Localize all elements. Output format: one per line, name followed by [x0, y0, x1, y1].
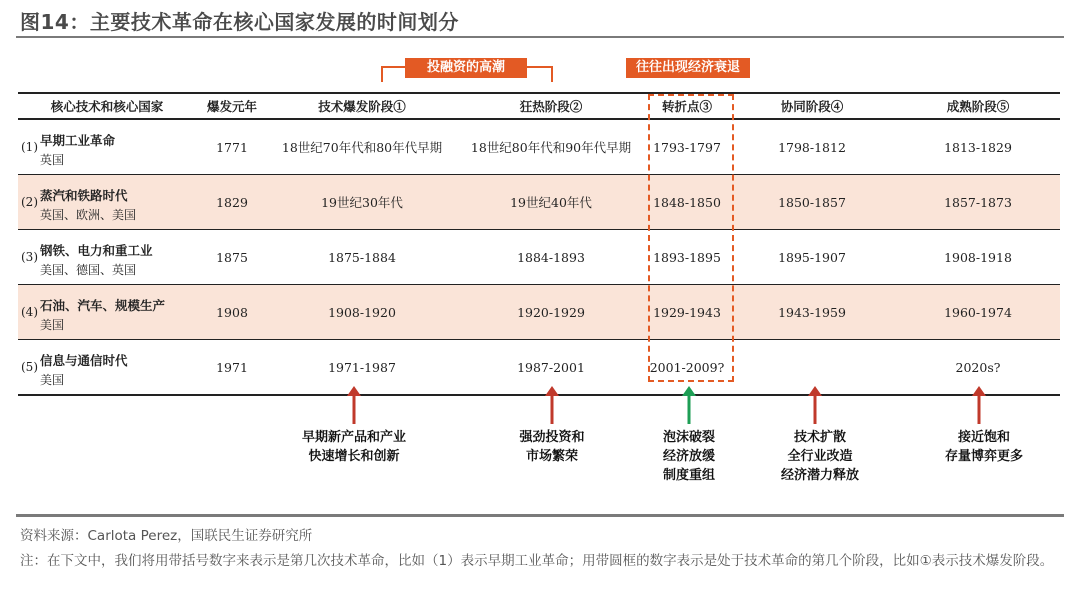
era-cell	[18, 340, 196, 396]
arrow-up-icon	[681, 386, 697, 424]
era-name: 信息与通信时代	[40, 353, 128, 368]
cell-year: 1771	[196, 119, 268, 175]
arrow-up-icon	[544, 386, 560, 424]
cell-maturity: 1908-1918	[896, 230, 1060, 285]
bubble-bracket-right	[551, 66, 553, 82]
cell-maturity: 1857-1873	[896, 175, 1060, 230]
cell-synergy: 1850-1857	[728, 175, 896, 230]
table-row	[18, 340, 1060, 396]
cell-synergy: 1798-1812	[728, 119, 896, 175]
cell-frenzy: 1920-1929	[456, 285, 646, 340]
era-countries: 美国	[40, 373, 65, 387]
era-countries: 美国	[40, 318, 65, 332]
cell-turning-point: 1793-1797	[646, 119, 728, 175]
cell-maturity: 1813-1829	[896, 119, 1060, 175]
header-era: 核心技术和核心国家	[18, 93, 196, 119]
cell-eruption: 18世纪70年代和80年代早期	[268, 119, 456, 175]
cell-synergy: 1895-1907	[728, 230, 896, 285]
era-name: 蒸汽和铁路时代	[40, 188, 128, 203]
arrow-up-icon	[807, 386, 823, 424]
cell-eruption: 19世纪30年代	[268, 175, 456, 230]
era-number: (2)	[21, 195, 38, 209]
table-header-row	[18, 93, 1060, 119]
header-turning-point: 转折点③	[646, 93, 728, 119]
synergy-annotation: 技术扩散 全行业改造 经济潜力释放	[780, 430, 859, 483]
title-divider	[16, 36, 1064, 38]
recession-banner: 往往出现经济衰退	[626, 58, 750, 78]
figure-title: 图14：主要技术革命在核心国家发展的时间划分	[20, 10, 459, 34]
footer-divider	[16, 514, 1064, 517]
cell-turning-point: 1893-1895	[646, 230, 728, 285]
era-name: 早期工业革命	[40, 133, 116, 148]
cell-synergy: 1943-1959	[728, 285, 896, 340]
era-countries: 英国	[40, 153, 65, 167]
eruption-annotation: 早期新产品和产业 快速增长和创新	[301, 430, 406, 464]
cell-maturity: 1960-1974	[896, 285, 1060, 340]
era-number: (4)	[21, 305, 38, 319]
table-row	[18, 285, 1060, 340]
maturity-annotation: 接近饱和 存量博弈更多	[944, 430, 1023, 464]
era-number: (1)	[21, 140, 38, 154]
frenzy-annotation: 强劲投资和 市场繁荣	[519, 430, 585, 464]
era-cell	[18, 230, 196, 285]
footnote: 注：在下文中，我们将用带括号数字来表示是第几次技术革命，比如（1）表示早期工业革命；用带圆框的数字表示是处于技术革命的第几个阶段，比如①表示技术爆发阶段。	[20, 553, 1054, 569]
era-number: (5)	[21, 360, 38, 374]
cell-frenzy: 1884-1893	[456, 230, 646, 285]
era-number: (3)	[21, 250, 38, 264]
era-cell	[18, 285, 196, 340]
era-cell	[18, 119, 196, 175]
header-maturity: 成熟阶段⑤	[896, 93, 1060, 119]
cell-frenzy: 19世纪40年代	[456, 175, 646, 230]
table-row	[18, 175, 1060, 230]
era-name: 石油、汽车、规模生产	[40, 298, 166, 313]
cell-frenzy: 18世纪80年代和90年代早期	[456, 119, 646, 175]
era-cell	[18, 175, 196, 230]
arrow-up-icon	[971, 386, 987, 424]
table-row	[18, 230, 1060, 285]
header-eruption: 技术爆发阶段①	[268, 93, 456, 119]
header-synergy: 协同阶段④	[728, 93, 896, 119]
cell-year: 1908	[196, 285, 268, 340]
cell-frenzy: 1987-2001	[456, 340, 646, 396]
cell-eruption: 1908-1920	[268, 285, 456, 340]
header-year: 爆发元年	[196, 93, 268, 119]
revolution-table	[18, 92, 1060, 396]
header-frenzy: 狂热阶段②	[456, 93, 646, 119]
cell-turning-point: 1848-1850	[646, 175, 728, 230]
bubble-bracket-left	[381, 66, 383, 82]
cell-year: 1971	[196, 340, 268, 396]
cell-eruption: 1875-1884	[268, 230, 456, 285]
era-countries: 美国、德国、英国	[40, 263, 137, 277]
cell-turning-point: 1929-1943	[646, 285, 728, 340]
cell-year: 1829	[196, 175, 268, 230]
cell-turning-point: 2001-2009?	[646, 340, 728, 396]
turning-point-annotation: 泡沫破裂 经济放缓 制度重组	[662, 430, 715, 483]
cell-maturity: 2020s?	[896, 340, 1060, 396]
table-row	[18, 119, 1060, 175]
era-name: 钢铁、电力和重工业	[40, 243, 153, 258]
bubble-banner: 投融资的高潮	[405, 58, 527, 78]
arrow-up-icon	[346, 386, 362, 424]
cell-year: 1875	[196, 230, 268, 285]
cell-eruption: 1971-1987	[268, 340, 456, 396]
era-countries: 英国、欧洲、美国	[40, 208, 137, 222]
source-line: 资料来源：Carlota Perez，国联民生证券研究所	[20, 528, 313, 544]
